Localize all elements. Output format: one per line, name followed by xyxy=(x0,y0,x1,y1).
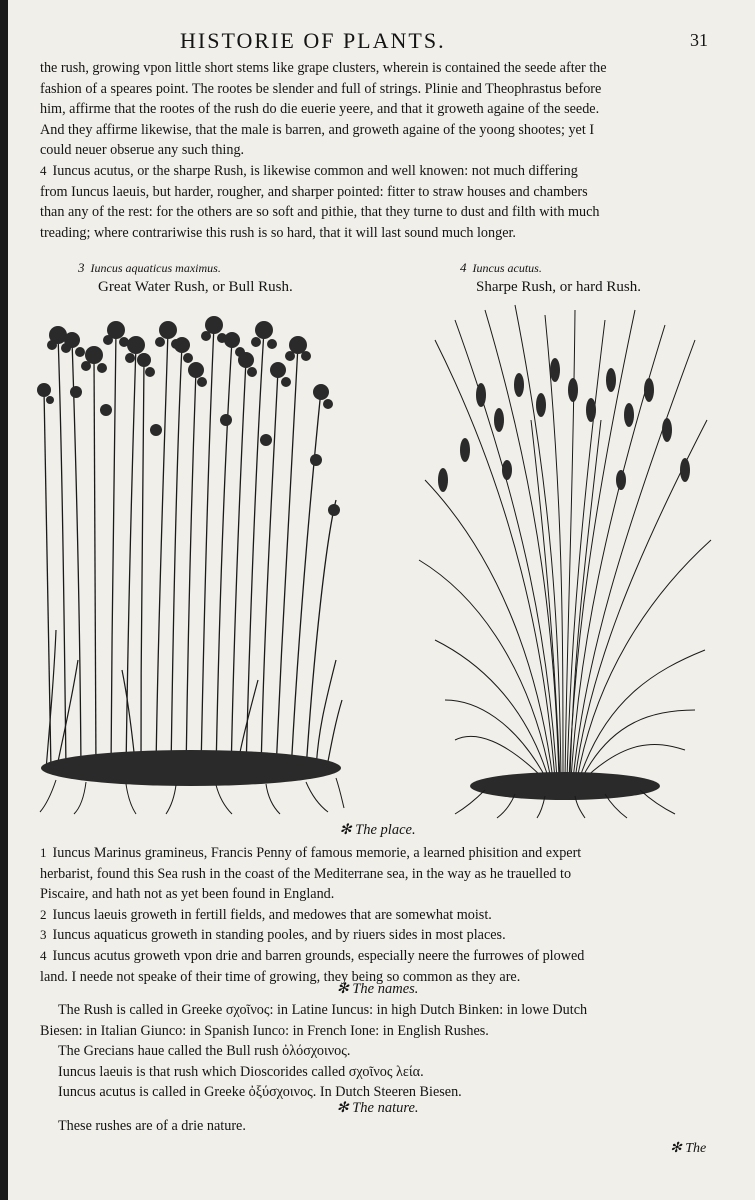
text-line: the rush, growing vpon little short stems like grape clusters, wherein is contained the seede after the xyxy=(40,60,607,76)
text-line: The Grecians haue called the Bull rush ὀλόσχοινος. xyxy=(58,1043,351,1060)
item-number: 1 xyxy=(40,845,47,860)
text-line xyxy=(40,843,712,864)
section-heading-place: ✻ The place. xyxy=(339,822,416,838)
text-line xyxy=(40,905,712,926)
item-number: 3 xyxy=(40,927,47,943)
catchword: ✻ The xyxy=(670,1141,707,1156)
text-line-content: Iuncus acutus, or the sharpe Rush, is likewise common and well knowen: not much differing xyxy=(52,163,578,179)
intro-paragraph xyxy=(40,58,712,161)
figure-latin-name xyxy=(78,258,293,278)
text-line: Iuncus laeuis is that rush which Dioscorides called σχοῖνος λεία. xyxy=(58,1063,424,1080)
text-line-content: Iuncus acutus groweth vpon drie and barren grounds, especially neere the furrowes of plowed xyxy=(52,947,585,964)
text-line: Piscaire, and hath not as yet been found in England. xyxy=(40,886,335,903)
text-line: than any of the rest: for the others are so soft and pithie, that they turne to dust and filth with much xyxy=(40,204,600,221)
text-line-content: Iuncus aquaticus groweth in standing pooles, and by riuers sides in most places. xyxy=(52,927,506,944)
figure-number: 4 xyxy=(460,260,467,275)
item4-paragraph xyxy=(40,161,712,243)
figure-caption-3 xyxy=(78,258,293,297)
item-number: 2 xyxy=(40,906,47,922)
figure-latin-name xyxy=(460,258,641,278)
running-title: HISTORIE OF PLANTS. xyxy=(180,28,446,53)
text-line: The Rush is called in Greeke σχοῖνος: in Latine Iuncus: in high Dutch Binken: in lowe Dutch xyxy=(58,1002,588,1018)
figure-latin-text: Iuncus aquaticus maximus. xyxy=(90,261,221,275)
page-edge xyxy=(0,0,8,1200)
text-line: land. I neede not speake of their time of growing, they being so common as they are. xyxy=(40,968,521,985)
figure-english-name: Sharpe Rush, or hard Rush. xyxy=(476,279,641,295)
figure-latin-text: Iuncus acutus. xyxy=(472,261,542,275)
text-line: him, affirme that the rootes of the rush do die euerie yeere, and that it groweth againe of the seede. xyxy=(40,101,600,118)
text-line: And they affirme likewise, that the male is barren, and groweth againe of the yoong shootes; yet I xyxy=(40,121,595,138)
text-line-content: Iuncus laeuis groweth in fertill fields, and medowes that are somewhat moist. xyxy=(52,906,492,923)
text-line-content: Iuncus Marinus gramineus, Francis Penny of famous memorie, a learned phisition and expert xyxy=(52,845,582,861)
figure-number: 3 xyxy=(78,260,85,275)
place-paragraph xyxy=(40,843,712,987)
sharp-rush-illustration xyxy=(415,300,715,820)
figure-caption-4 xyxy=(460,258,641,297)
text-line: These rushes are of a drie nature. xyxy=(58,1118,246,1134)
section-heading-names: ✻ The names. xyxy=(336,981,419,997)
figure-english-name: Great Water Rush, or Bull Rush. xyxy=(98,279,293,295)
text-line: from Iuncus laeuis, but harder, rougher, and sharper pointed: fitter to straw houses and chambers xyxy=(40,183,588,200)
page-number: 31 xyxy=(690,30,708,50)
text-line: treading; where contrariwise this rush is so hard, that it will last sound much longer. xyxy=(40,224,516,241)
item-number: 4 xyxy=(40,947,47,963)
item-number: 4 xyxy=(40,163,47,178)
text-line: Biesen: in Italian Giunco: in Spanish Iunco: in French Ione: in English Rushes. xyxy=(40,1022,489,1039)
text-line: fashion of a speares point. The rootes be slender and full of strings. Plinie and Theophrastus before xyxy=(40,80,602,97)
text-line xyxy=(40,946,712,967)
bull-rush-illustration xyxy=(36,300,346,815)
nature-paragraph xyxy=(40,1116,712,1137)
text-line xyxy=(40,161,712,182)
text-line: could neuer obserue any such thing. xyxy=(40,142,245,159)
text-line xyxy=(40,925,712,946)
text-line: herbarist, found this Sea rush in the coast of the Mediterrane sea, in the way as he trauelled to xyxy=(40,865,572,882)
section-heading-nature: ✻ The nature. xyxy=(336,1100,419,1116)
names-paragraph xyxy=(40,1000,712,1103)
text-line: Iuncus acutus is called in Greeke ὀξύσχοινος. In Dutch Steeren Biesen. xyxy=(58,1084,462,1101)
